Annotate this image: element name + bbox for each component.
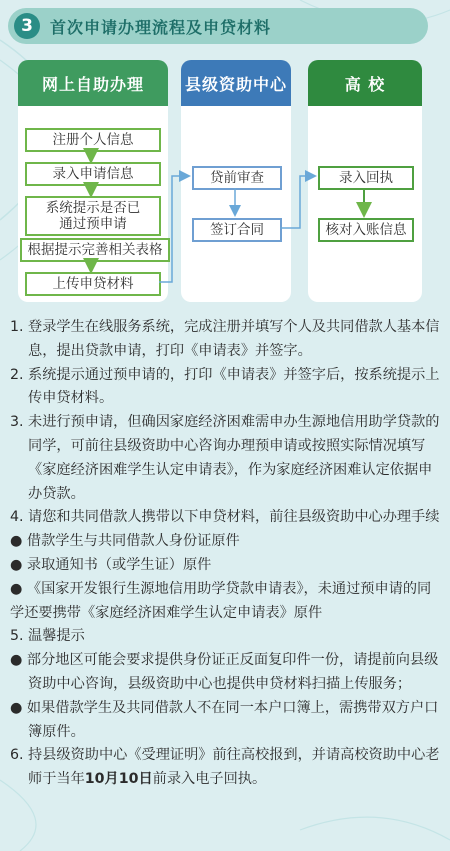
list-item: ● 部分地区可能会要求提供身份证正反面复印件一份，请提前向县级资助中心咨询，县级资助中心也提供申贷材料扫描上传服务； <box>10 652 439 692</box>
column-header-county: 县级资助中心 <box>181 60 291 106</box>
item6-prefix: 6. 持县级资助中心《受理证明》前往高校报到，并请高校资助中心老师于当年 <box>10 747 440 788</box>
step-verify-account: 核对入账信息 <box>318 218 414 242</box>
list-item: ● 录取通知书（或学生证）原件 <box>10 556 212 573</box>
list-item: 3. 未进行预申请，但确因家庭经济困难需申办生源地信用助学贷款的同学，可前往县级资助中心咨询办理预申请或按照实际情况填写《家庭经济困难学生认定申请表》，作为家庭经济困难认定依据申办贷款。 <box>10 414 440 502</box>
list-item: 5. 温馨提示 <box>10 628 85 645</box>
item6-suffix: 前录入电子回执。 <box>152 771 267 788</box>
list-item: ● 借款学生与共同借款人身份证原件 <box>10 533 240 550</box>
list-item: 2. 系统提示通过预申请的，打印《申请表》并签字后，按系统提示上传申贷材料。 <box>10 366 440 407</box>
step-upload-materials: 上传申贷材料 <box>25 272 161 296</box>
step-sign-contract: 签订合同 <box>192 218 282 242</box>
deadline-date: 10月10日 <box>84 771 153 788</box>
list-item-6 <box>10 744 440 792</box>
column-header-college: 高 校 <box>308 60 422 106</box>
column-header-online: 网上自助办理 <box>18 60 168 106</box>
step-system-prompt: 系统提示是否已 通过预申请 <box>25 196 161 236</box>
step-pre-loan-review: 贷前审查 <box>192 166 282 190</box>
step-enter-receipt: 录入回执 <box>318 166 414 190</box>
step-register: 注册个人信息 <box>25 128 161 152</box>
section-number-badge: 3 <box>14 13 40 39</box>
flow-arrows <box>0 0 450 320</box>
list-item: 4. 请您和共同借款人携带以下申贷材料，前往县级资助中心办理手续 <box>10 509 440 526</box>
list-item: 1. 登录学生在线服务系统，完成注册并填写个人及共同借款人基本信息，提出贷款申请，打印《申请表》并签字。 <box>10 319 440 359</box>
step-enter-application: 录入申请信息 <box>25 162 161 186</box>
step-complete-forms: 根据提示完善相关表格 <box>20 238 170 262</box>
section-title: 首次申请办理流程及申贷材料 <box>50 17 272 37</box>
instructions-list <box>10 316 440 792</box>
list-item: ● 《国家开发银行生源地信用助学贷款申请表》，未通过预申请的同学还要携带《家庭经济困难学生认定申请表》原件 <box>10 580 432 621</box>
list-item: ● 如果借款学生及共同借款人不在同一本户口簿上，需携带双方户口簿原件。 <box>10 699 439 740</box>
